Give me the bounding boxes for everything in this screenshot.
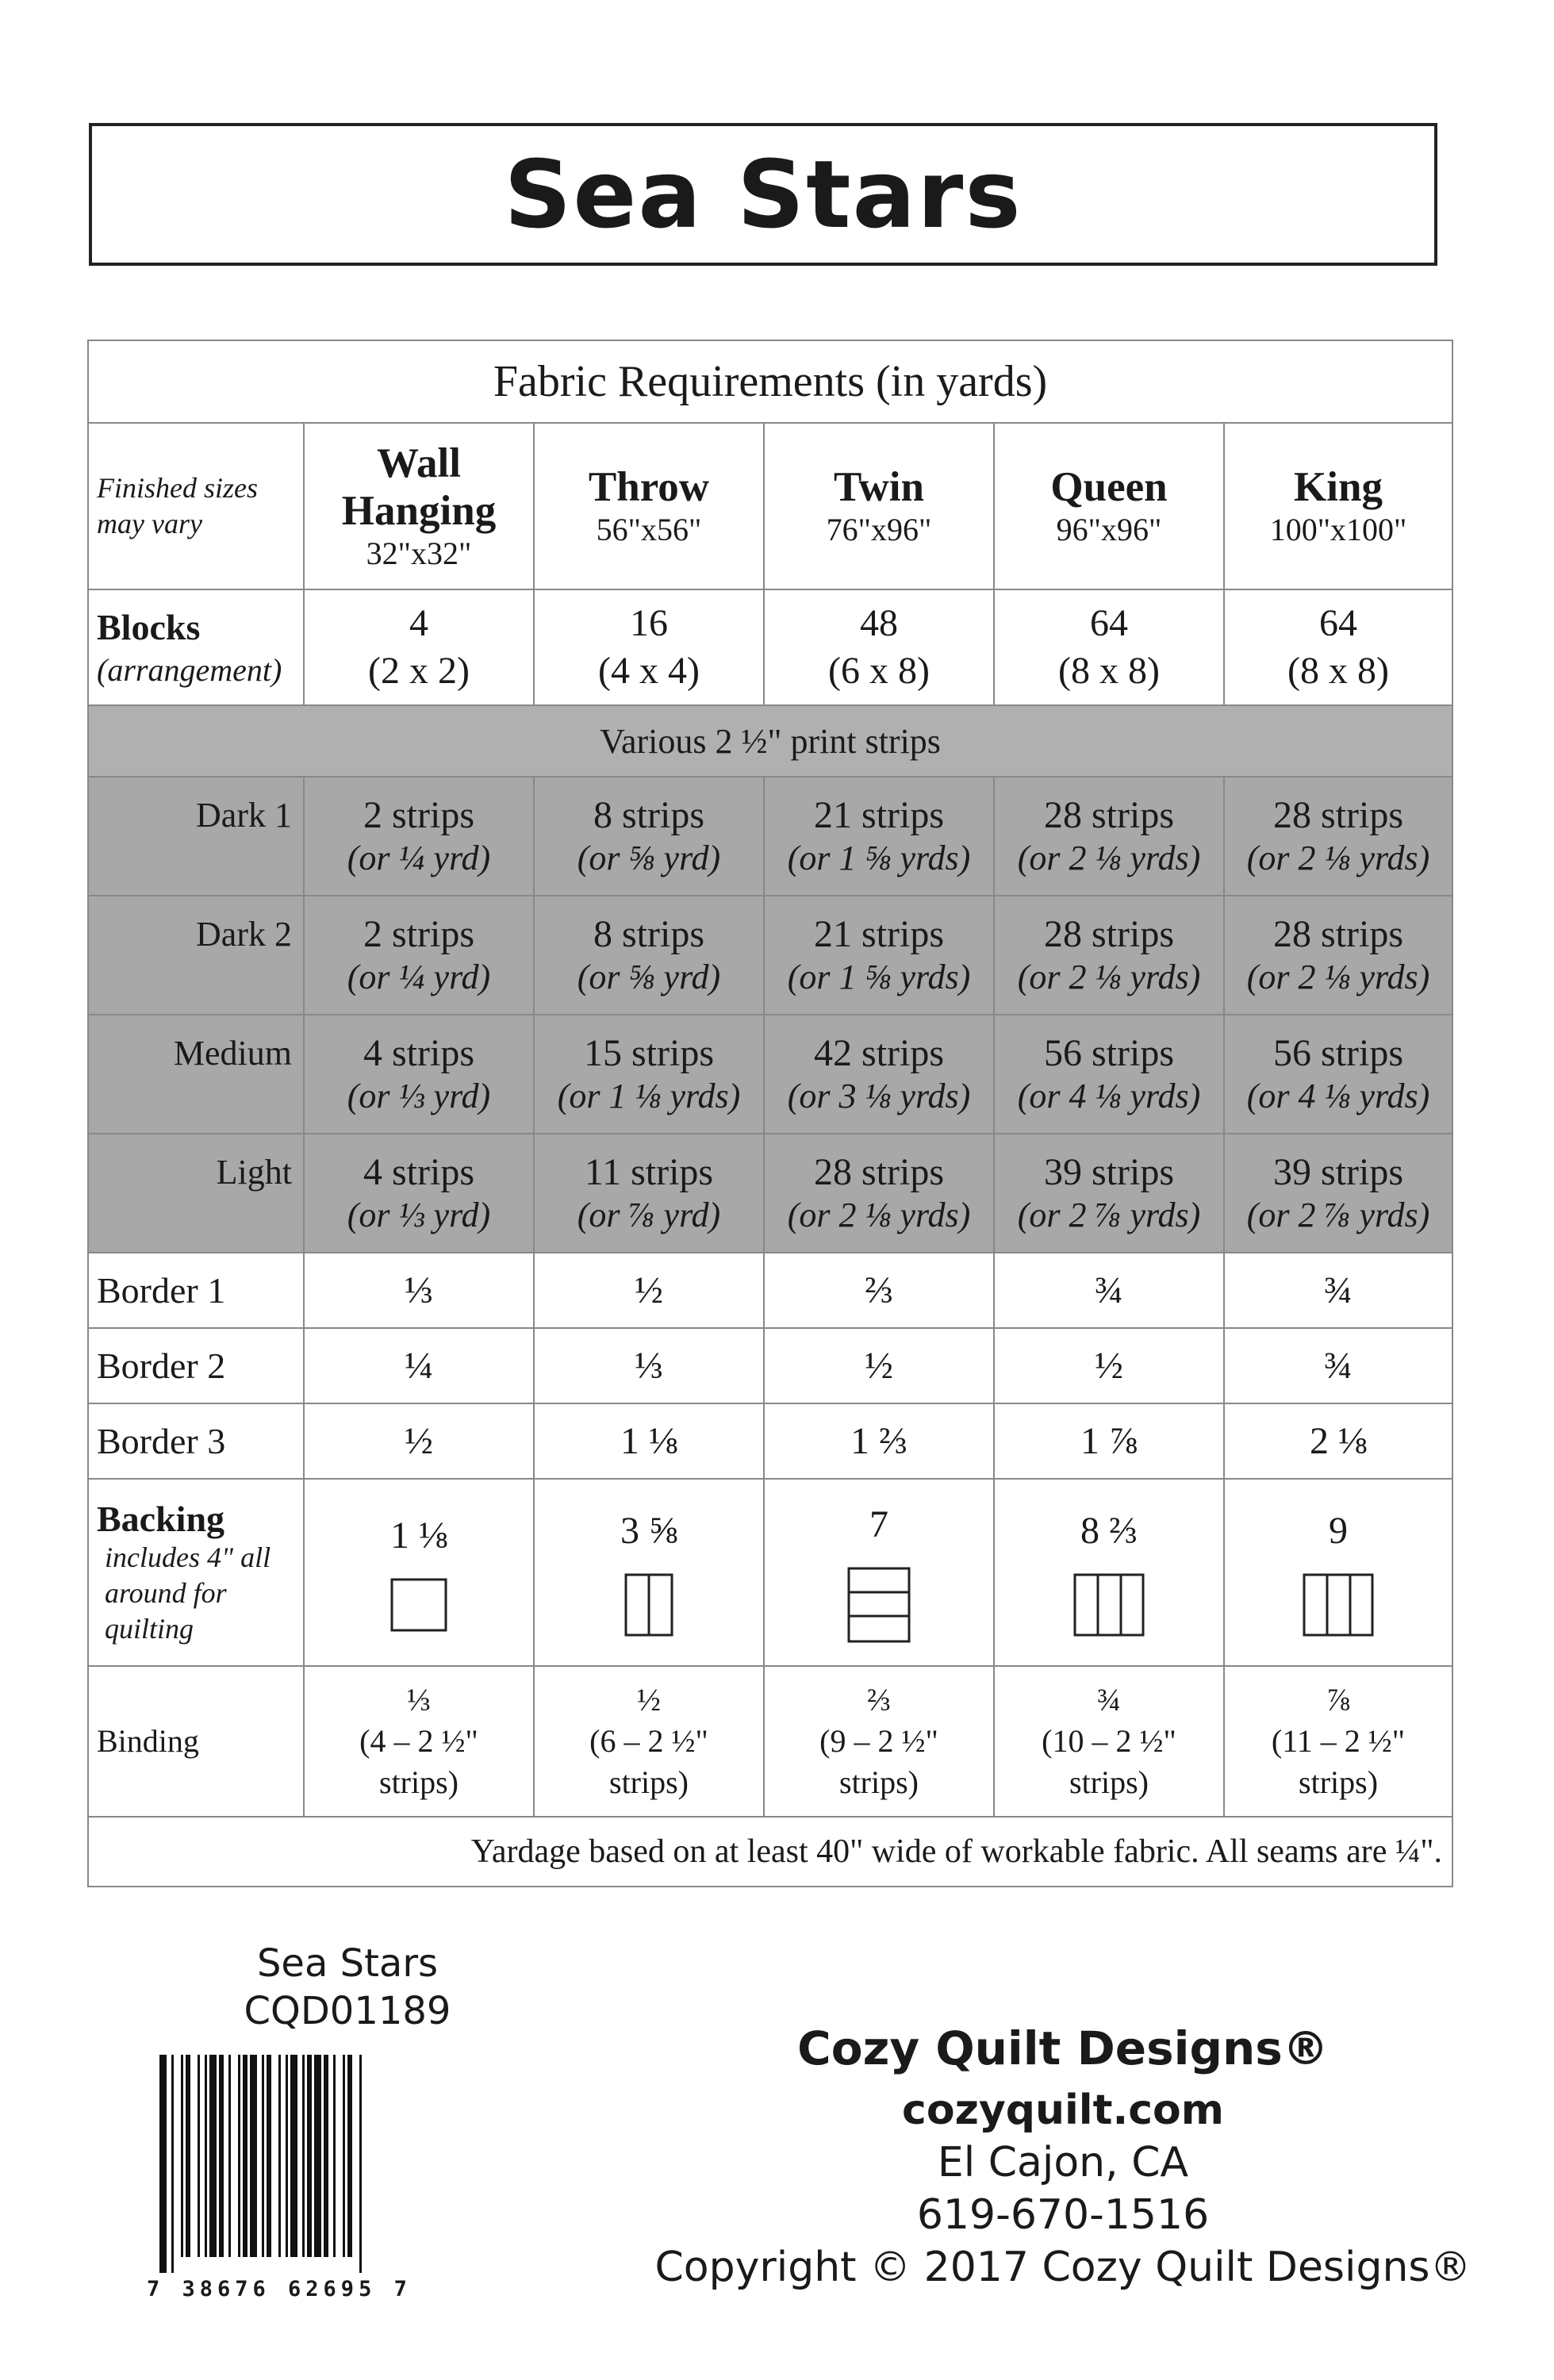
barcode-number: 7 38676 62695 7 — [147, 2277, 412, 2301]
binding-cell: ¾ (10 – 2 ½" strips) — [994, 1666, 1224, 1817]
border-cell: ¾ — [1224, 1328, 1452, 1403]
backing-row — [88, 1479, 1452, 1666]
copyright: Copyright © 2017 Cozy Quilt Designs® — [654, 2244, 1472, 2291]
border-cell: ⅓ — [534, 1328, 764, 1403]
blocks-cell: 4 (2 x 2) — [304, 589, 534, 705]
table-header: Fabric Requirements (in yards) — [88, 340, 1452, 423]
product-code: CQD01189 — [244, 1989, 451, 2033]
pattern-title: Sea Stars — [504, 140, 1023, 249]
fabric-cell: 4 strips (or ⅓ yrd) — [304, 1015, 534, 1134]
border-cell: ¼ — [304, 1328, 534, 1403]
border-cell: 2 ⅛ — [1224, 1403, 1452, 1479]
fabric-cell: 28 strips (or 2 ⅛ yrds) — [994, 896, 1224, 1015]
blocks-cell: 64 (8 x 8) — [1224, 589, 1452, 705]
border-cell: ¾ — [994, 1253, 1224, 1328]
border2-row — [88, 1328, 1452, 1403]
binding-cell: ⅓ (4 – 2 ½" strips) — [304, 1666, 534, 1817]
border-cell: ⅔ — [764, 1253, 994, 1328]
backing-cell: 9 — [1224, 1479, 1452, 1666]
backing-label-cell: Backing includes 4" all around for quilting — [88, 1479, 304, 1666]
barcode-icon — [147, 2055, 528, 2277]
border3-row — [88, 1403, 1452, 1479]
fabric-cell: 4 strips (or ⅓ yrd) — [304, 1134, 534, 1253]
size-cell: Wall Hanging 32"x32" — [304, 423, 534, 589]
fabric-label: Dark 1 — [88, 777, 304, 896]
border-cell: 1 ⅔ — [764, 1403, 994, 1479]
backing-cell: 1 ⅛ — [304, 1479, 534, 1666]
fabric-cell: 28 strips (or 2 ⅛ yrds) — [994, 777, 1224, 896]
border-cell: ½ — [994, 1328, 1224, 1403]
border-label: Border 2 — [88, 1328, 304, 1403]
product-info — [173, 1940, 522, 2035]
fabric-row-light — [88, 1134, 1452, 1253]
fabric-cell: 28 strips (or 2 ⅛ yrds) — [1224, 896, 1452, 1015]
fabric-cell: 11 strips (or ⅞ yrd) — [534, 1134, 764, 1253]
fabric-requirements-table — [87, 340, 1453, 1887]
backing-diagram-3-panel-vertical — [1073, 1573, 1145, 1637]
yardage-footnote: Yardage based on at least 40" wide of workable fabric. All seams are ¼". — [88, 1817, 1452, 1887]
fabric-cell: 8 strips (or ⅝ yrd) — [534, 896, 764, 1015]
fabric-label: Dark 2 — [88, 896, 304, 1015]
fabric-cell: 8 strips (or ⅝ yrd) — [534, 777, 764, 896]
blocks-row — [88, 589, 1452, 705]
blocks-cell: 64 (8 x 8) — [994, 589, 1224, 705]
blocks-label-cell: Blocks (arrangement) — [88, 589, 304, 705]
border-label: Border 3 — [88, 1403, 304, 1479]
fabric-cell: 2 strips (or ¼ yrd) — [304, 896, 534, 1015]
border-cell: 1 ⅞ — [994, 1403, 1224, 1479]
fabric-cell: 2 strips (or ¼ yrd) — [304, 777, 534, 896]
fabric-cell: 56 strips (or 4 ⅛ yrds) — [1224, 1015, 1452, 1134]
border-cell: ½ — [764, 1328, 994, 1403]
fabric-row-dark1 — [88, 777, 1452, 896]
product-name: Sea Stars — [256, 1941, 439, 1986]
blocks-cell: 16 (4 x 4) — [534, 589, 764, 705]
size-cell: Throw 56"x56" — [534, 423, 764, 589]
size-cell: Twin 76"x96" — [764, 423, 994, 589]
fabric-cell: 28 strips (or 2 ⅛ yrds) — [764, 1134, 994, 1253]
border-label: Border 1 — [88, 1253, 304, 1328]
fabric-cell: 39 strips (or 2 ⅞ yrds) — [1224, 1134, 1452, 1253]
backing-diagram-1-panel — [390, 1578, 447, 1632]
fabric-row-dark2 — [88, 896, 1452, 1015]
company-name: Cozy Quilt Designs® — [797, 2021, 1329, 2075]
border-cell: ½ — [534, 1253, 764, 1328]
binding-cell: ⅔ (9 – 2 ½" strips) — [764, 1666, 994, 1817]
border1-row — [88, 1253, 1452, 1328]
binding-row — [88, 1666, 1452, 1817]
fabric-row-medium — [88, 1015, 1452, 1134]
binding-cell: ⅞ (11 – 2 ½" strips) — [1224, 1666, 1452, 1817]
fabric-label: Medium — [88, 1015, 304, 1134]
fabric-cell: 28 strips (or 2 ⅛ yrds) — [1224, 777, 1452, 896]
backing-cell: 8 ⅔ — [994, 1479, 1224, 1666]
border-cell: 1 ⅛ — [534, 1403, 764, 1479]
company-info — [650, 2021, 1475, 2291]
binding-cell: ½ (6 – 2 ½" strips) — [534, 1666, 764, 1817]
company-website: cozyquilt.com — [902, 2086, 1224, 2134]
border-cell: ½ — [304, 1403, 534, 1479]
blocks-cell: 48 (6 x 8) — [764, 589, 994, 705]
fabric-cell: 15 strips (or 1 ⅛ yrds) — [534, 1015, 764, 1134]
company-city: El Cajon, CA — [937, 2139, 1189, 2186]
various-strips-banner: Various 2 ½" print strips — [88, 705, 1452, 777]
border-cell: ⅓ — [304, 1253, 534, 1328]
backing-cell: 7 — [764, 1479, 994, 1666]
title-box — [89, 123, 1437, 266]
backing-diagram-3-panel-vertical — [1303, 1573, 1374, 1637]
sizes-row — [88, 423, 1452, 589]
fabric-cell: 56 strips (or 4 ⅛ yrds) — [994, 1015, 1224, 1134]
fabric-cell: 42 strips (or 3 ⅛ yrds) — [764, 1015, 994, 1134]
size-cell: King 100"x100" — [1224, 423, 1452, 589]
fabric-cell: 21 strips (or 1 ⅝ yrds) — [764, 777, 994, 896]
backing-diagram-2-panel-vertical — [624, 1573, 673, 1637]
company-phone: 619-670-1516 — [916, 2191, 1210, 2239]
fabric-cell: 21 strips (or 1 ⅝ yrds) — [764, 896, 994, 1015]
size-cell: Queen 96"x96" — [994, 423, 1224, 589]
fabric-cell: 39 strips (or 2 ⅞ yrds) — [994, 1134, 1224, 1253]
sizes-note: Finished sizes may vary — [88, 423, 304, 589]
fabric-label: Light — [88, 1134, 304, 1253]
border-cell: ¾ — [1224, 1253, 1452, 1328]
backing-cell: 3 ⅝ — [534, 1479, 764, 1666]
backing-diagram-3-panel-horizontal — [847, 1567, 911, 1643]
binding-label: Binding — [88, 1666, 304, 1817]
